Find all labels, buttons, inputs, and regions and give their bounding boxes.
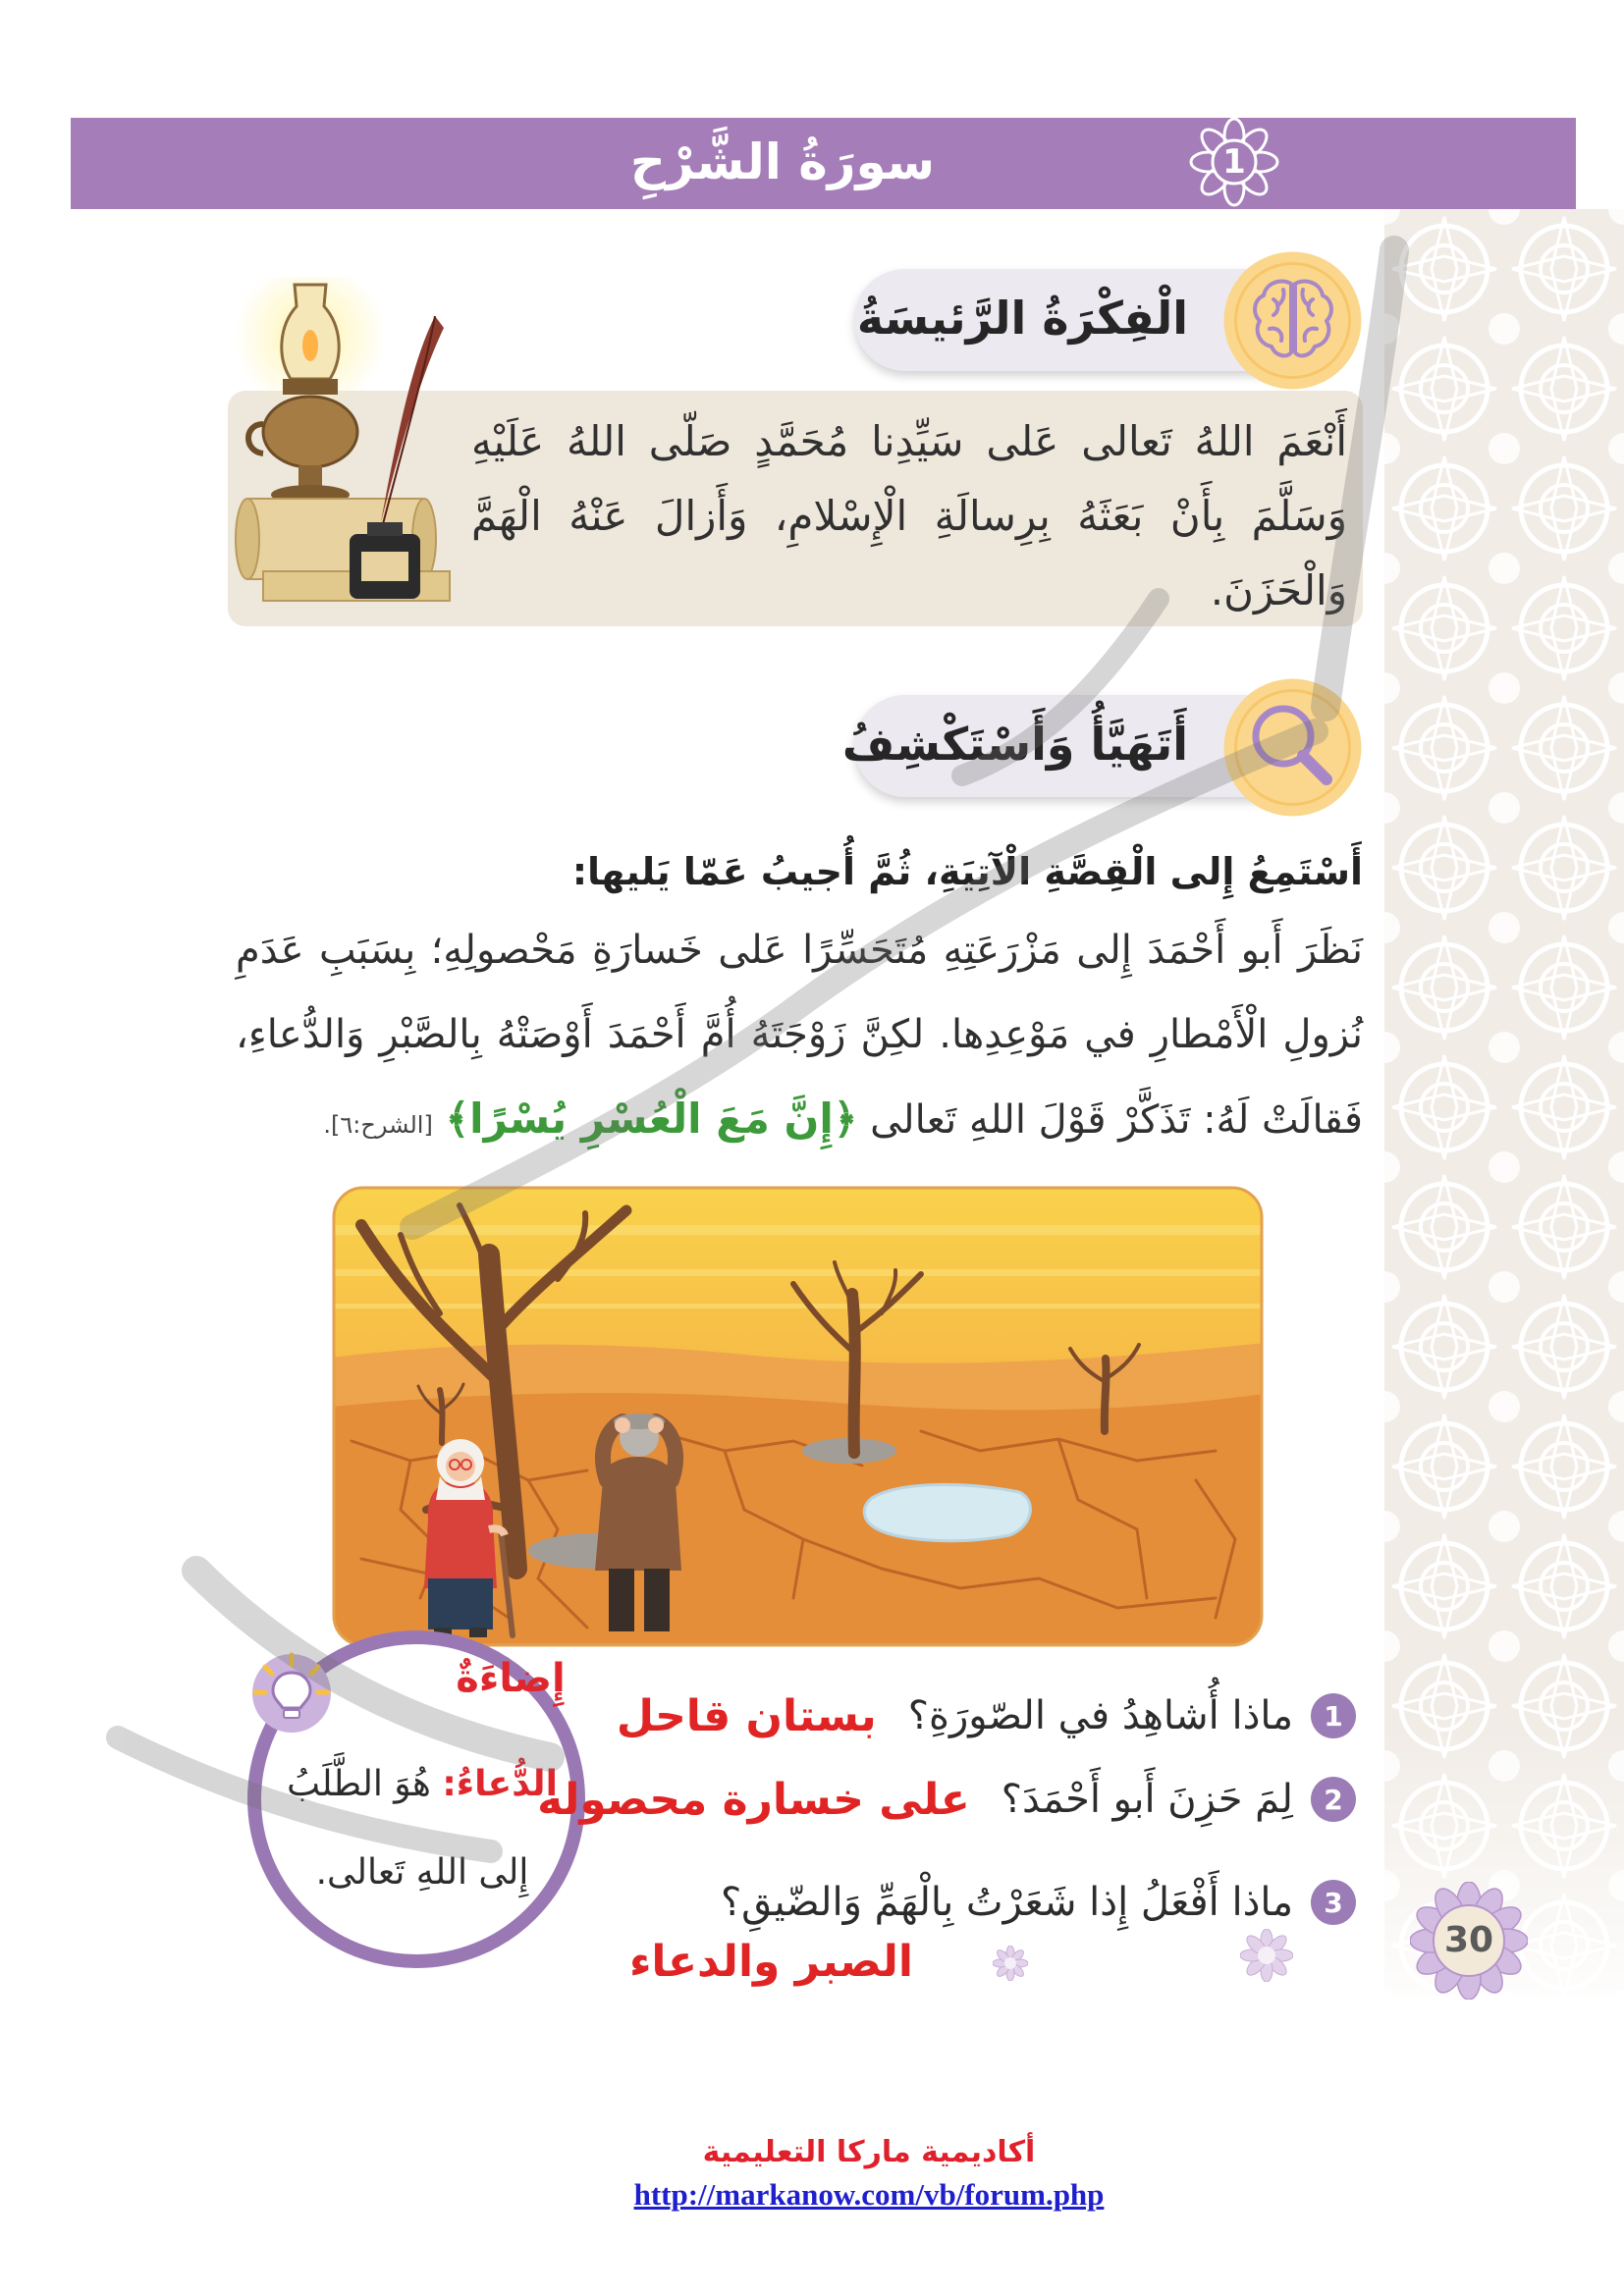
magnifier-icon (1222, 677, 1363, 818)
quill (381, 316, 444, 524)
story-line-prefix: فَقالَتْ لَهُ: تَذَكَّرْ قَوْلَ اللهِ تَعالى (870, 1097, 1363, 1143)
small-flower-icon (993, 1946, 1028, 1981)
question-answer: الصبر والدعاء (628, 1937, 913, 1987)
story-line: نُزولِ الْأَمْطارِ في مَوْعِدِها. لكِنَّ زَوْجَتَهُ أُمَّ أَحْمَدَ أَوْصَتْهُ بِالصَّبْرِ وَالدُّعاءِ، (236, 1012, 1363, 1057)
lesson-header-bar (71, 118, 1576, 209)
dry-puddle (864, 1484, 1030, 1540)
main-idea-line: وَالْحَزَنَ. (1210, 566, 1347, 614)
brain-icon (1222, 250, 1363, 391)
illumination-heading: إِضاءَةٌ (456, 1656, 566, 1701)
drought-farm-illustration (332, 1186, 1264, 1647)
oil-lamp-illustration (234, 277, 460, 615)
question-text: ماذا أَفْعَلُ إِذا شَعَرْتُ بِالْهَمِّ وَالضّيقِ؟ (720, 1880, 1293, 1925)
question-number: 3 (1311, 1880, 1356, 1925)
lesson-number: 1 (1222, 142, 1246, 182)
page-number: 30 (1443, 1920, 1494, 1960)
question-2 (537, 1769, 1356, 1830)
ayah-citation: [الشرح:٦]. (323, 1111, 433, 1139)
story-paragraph (236, 908, 1363, 1161)
main-idea-line: أَنْعَمَ اللهُ تَعالى عَلى سَيِّدِنا مُحَمَّدٍ صَلّى اللهُ عَلَيْهِ (471, 417, 1347, 465)
question-1 (617, 1685, 1356, 1746)
lightbulb-icon (247, 1649, 336, 1737)
illumination-definition-line (275, 1753, 569, 1816)
question-text: ماذا أُشاهِدُ في الصّورَةِ؟ (907, 1693, 1293, 1738)
lesson-number-badge (1187, 115, 1281, 209)
footer-academy-name: أكاديمية ماركا التعليمية (702, 2135, 1036, 2169)
story-line: نَظَرَ أَبو أَحْمَدَ إِلى مَزْرَعَتِهِ مُتَحَسِّرًا عَلى خَسارَةِ مَحْصولِهِ؛ بِسَبَبِ عَدَمِ (236, 928, 1363, 973)
question-number: 1 (1311, 1693, 1356, 1738)
question-number: 2 (1311, 1777, 1356, 1822)
question-3 (721, 1872, 1356, 1933)
story-line-with-ayah (236, 1077, 1363, 1161)
main-idea-text (471, 404, 1347, 628)
main-idea-line: وَسَلَّمَ بِأَنْ بَعَثَهُ بِرِسالَةِ الْإِسْلامِ، وَأَزالَ عَنْهُ الْهَمَّ (471, 492, 1347, 540)
question-text: لِمَ حَزِنَ أَبو أَحْمَدَ؟ (1001, 1777, 1293, 1822)
question-answer: على خسارة محصوله (537, 1774, 970, 1825)
small-flower-icon (1240, 1929, 1293, 1982)
prepare-heading: أَتَهَيَّأُ وَأَسْتَكْشِفُ (841, 718, 1188, 771)
illumination-definition-part2: إِلى اللهِ تَعالى. (315, 1852, 529, 1893)
decorative-pattern-strip (1384, 209, 1624, 1996)
quran-ayah: ﴿إِنَّ مَعَ الْعُسْرِ يُسْرًا﴾ (445, 1095, 858, 1143)
lesson-title: سورَةُ الشَّرْحِ (629, 133, 936, 190)
illumination-term: الدُّعاءُ: (442, 1764, 558, 1804)
illumination-definition-part1: هُوَ الطَّلَبُ (287, 1764, 431, 1804)
footer-forum-link[interactable]: http://markanow.com/vb/forum.php (633, 2177, 1105, 2212)
listening-instruction: أَسْتَمِعُ إِلى الْقِصَّةِ الْآتِيَةِ، ثُمَّ أُجيبُ عَمّا يَليها: (571, 850, 1363, 893)
question-answer: بستان قاحل (616, 1690, 877, 1741)
main-idea-heading: الْفِكْرَةُ الرَّئيسَةُ (856, 292, 1188, 345)
